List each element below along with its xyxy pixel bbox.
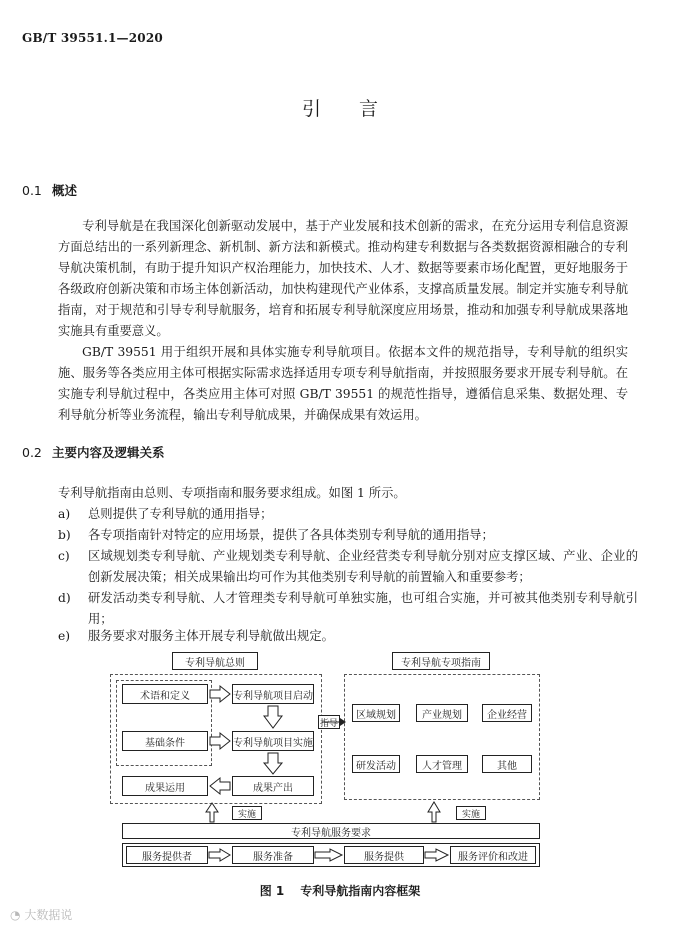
arrow-up: [206, 803, 218, 822]
page-title: 引言: [301, 98, 416, 120]
figure-number: 图 1: [259, 884, 285, 898]
project-start-box: 专利导航项目启动: [232, 684, 314, 704]
flow-step: 服务提供者: [126, 846, 208, 864]
watermark-text: 大数据说: [24, 908, 73, 922]
section-number: 0.2: [22, 445, 42, 460]
special-title-box: 专利导航专项指南: [392, 652, 490, 670]
special-container: [344, 674, 540, 800]
flow-step: 服务提供: [344, 846, 424, 864]
figure-caption: [0, 882, 680, 899]
special-item: 区域规划: [352, 704, 400, 722]
paragraph: 专利导航指南由总则、专项指南和服务要求组成。如图 1 所示。: [58, 486, 406, 500]
section-heading-overview: [22, 181, 77, 199]
special-item: 其他: [482, 755, 532, 773]
flow-step: 服务准备: [232, 846, 314, 864]
list-item: a) 总则提供了专利导航的通用指导；: [58, 507, 273, 521]
list-item: d) 研发活动类专利导航、人才管理类专利导航可单独实施，也可组合实施，并可被其他类别专利导航引用；: [58, 591, 638, 626]
watermark-logo-icon: ◔: [10, 908, 21, 922]
paragraph: GB/T 39551 用于组织开展和具体实施专利导航项目。依据本文件的规范指导，专利导航的组织实施、服务等各类应用主体可根据实际需求选择适用专项专利导航指南，并按照服务要求开展专利导航。在实施专利导航过程中，各类应用主体可对照 GB/T 39551 的规范性指导，遵循信息采集、数据处理、专利导航分析等业务流程，输出专利导航成果，并确保成果有效运用。: [58, 345, 628, 422]
output-box: 成果产出: [232, 776, 314, 796]
section-number: 0.1: [22, 183, 42, 198]
paragraph: 专利导航是在我国深化创新驱动发展中，基于产业发展和技术创新的需求，在充分运用专利信息资源方面总结出的一系列新理念、新机制、新方法和新模式。推动构建专利数据与各类数据资源相融合的专利导航决策机制，有助于提升知识产权治理能力，加快技术、人才、数据等要素市场化配置，更好地服务于各级政府创新决策和市场主体创新活动，加快构建现代产业体系，支撑高质量发展。制定并实施专利导航指南，对于规范和引导专利导航服务，培育和拓展专利导航深度应用场景，推动和加强专利导航成果落地实施具有重要意义。: [58, 219, 628, 338]
arrow-up: [428, 802, 440, 822]
flow-step: 服务评价和改进: [450, 846, 536, 864]
special-item: 企业经营: [482, 704, 532, 722]
implement-label-left: 实施: [232, 806, 262, 820]
list-item: e) 服务要求对服务主体开展专利导航做出规定。: [58, 629, 334, 643]
list-item: c) 区域规划类专利导航、产业规划类专利导航、企业经营类专利导航分别对应支撑区域、产业、企业的创新发展决策；相关成果输出均可作为其他类别专利导航的前置输入和重要参考；: [58, 549, 638, 584]
terms-box: 术语和定义: [122, 684, 208, 704]
project-implement-box: 专利导航项目实施: [232, 731, 314, 751]
implement-label-right: 实施: [456, 806, 486, 820]
list-item: b) 各专项指南针对特定的应用场景，提供了各具体类别专利导航的通用指导；: [58, 528, 494, 542]
service-requirement-bar: 专利导航服务要求: [122, 823, 540, 839]
special-item: 研发活动: [352, 755, 400, 773]
special-item: 人才管理: [416, 755, 468, 773]
framework-diagram: [110, 652, 562, 870]
section-title: 主要内容及逻辑关系: [52, 445, 165, 460]
basic-conditions-box: 基础条件: [122, 731, 208, 751]
guide-label: 指导: [318, 715, 340, 729]
section-title: 概述: [52, 183, 78, 198]
document-code: GB/T 39551.1—2020: [22, 31, 163, 45]
section-heading-content: [22, 443, 165, 461]
general-title-box: 专利导航总则: [172, 652, 258, 670]
watermark: [10, 906, 72, 923]
result-use-box: 成果运用: [122, 776, 208, 796]
special-item: 产业规划: [416, 704, 468, 722]
figure-title: 专利导航指南内容框架: [300, 884, 421, 898]
